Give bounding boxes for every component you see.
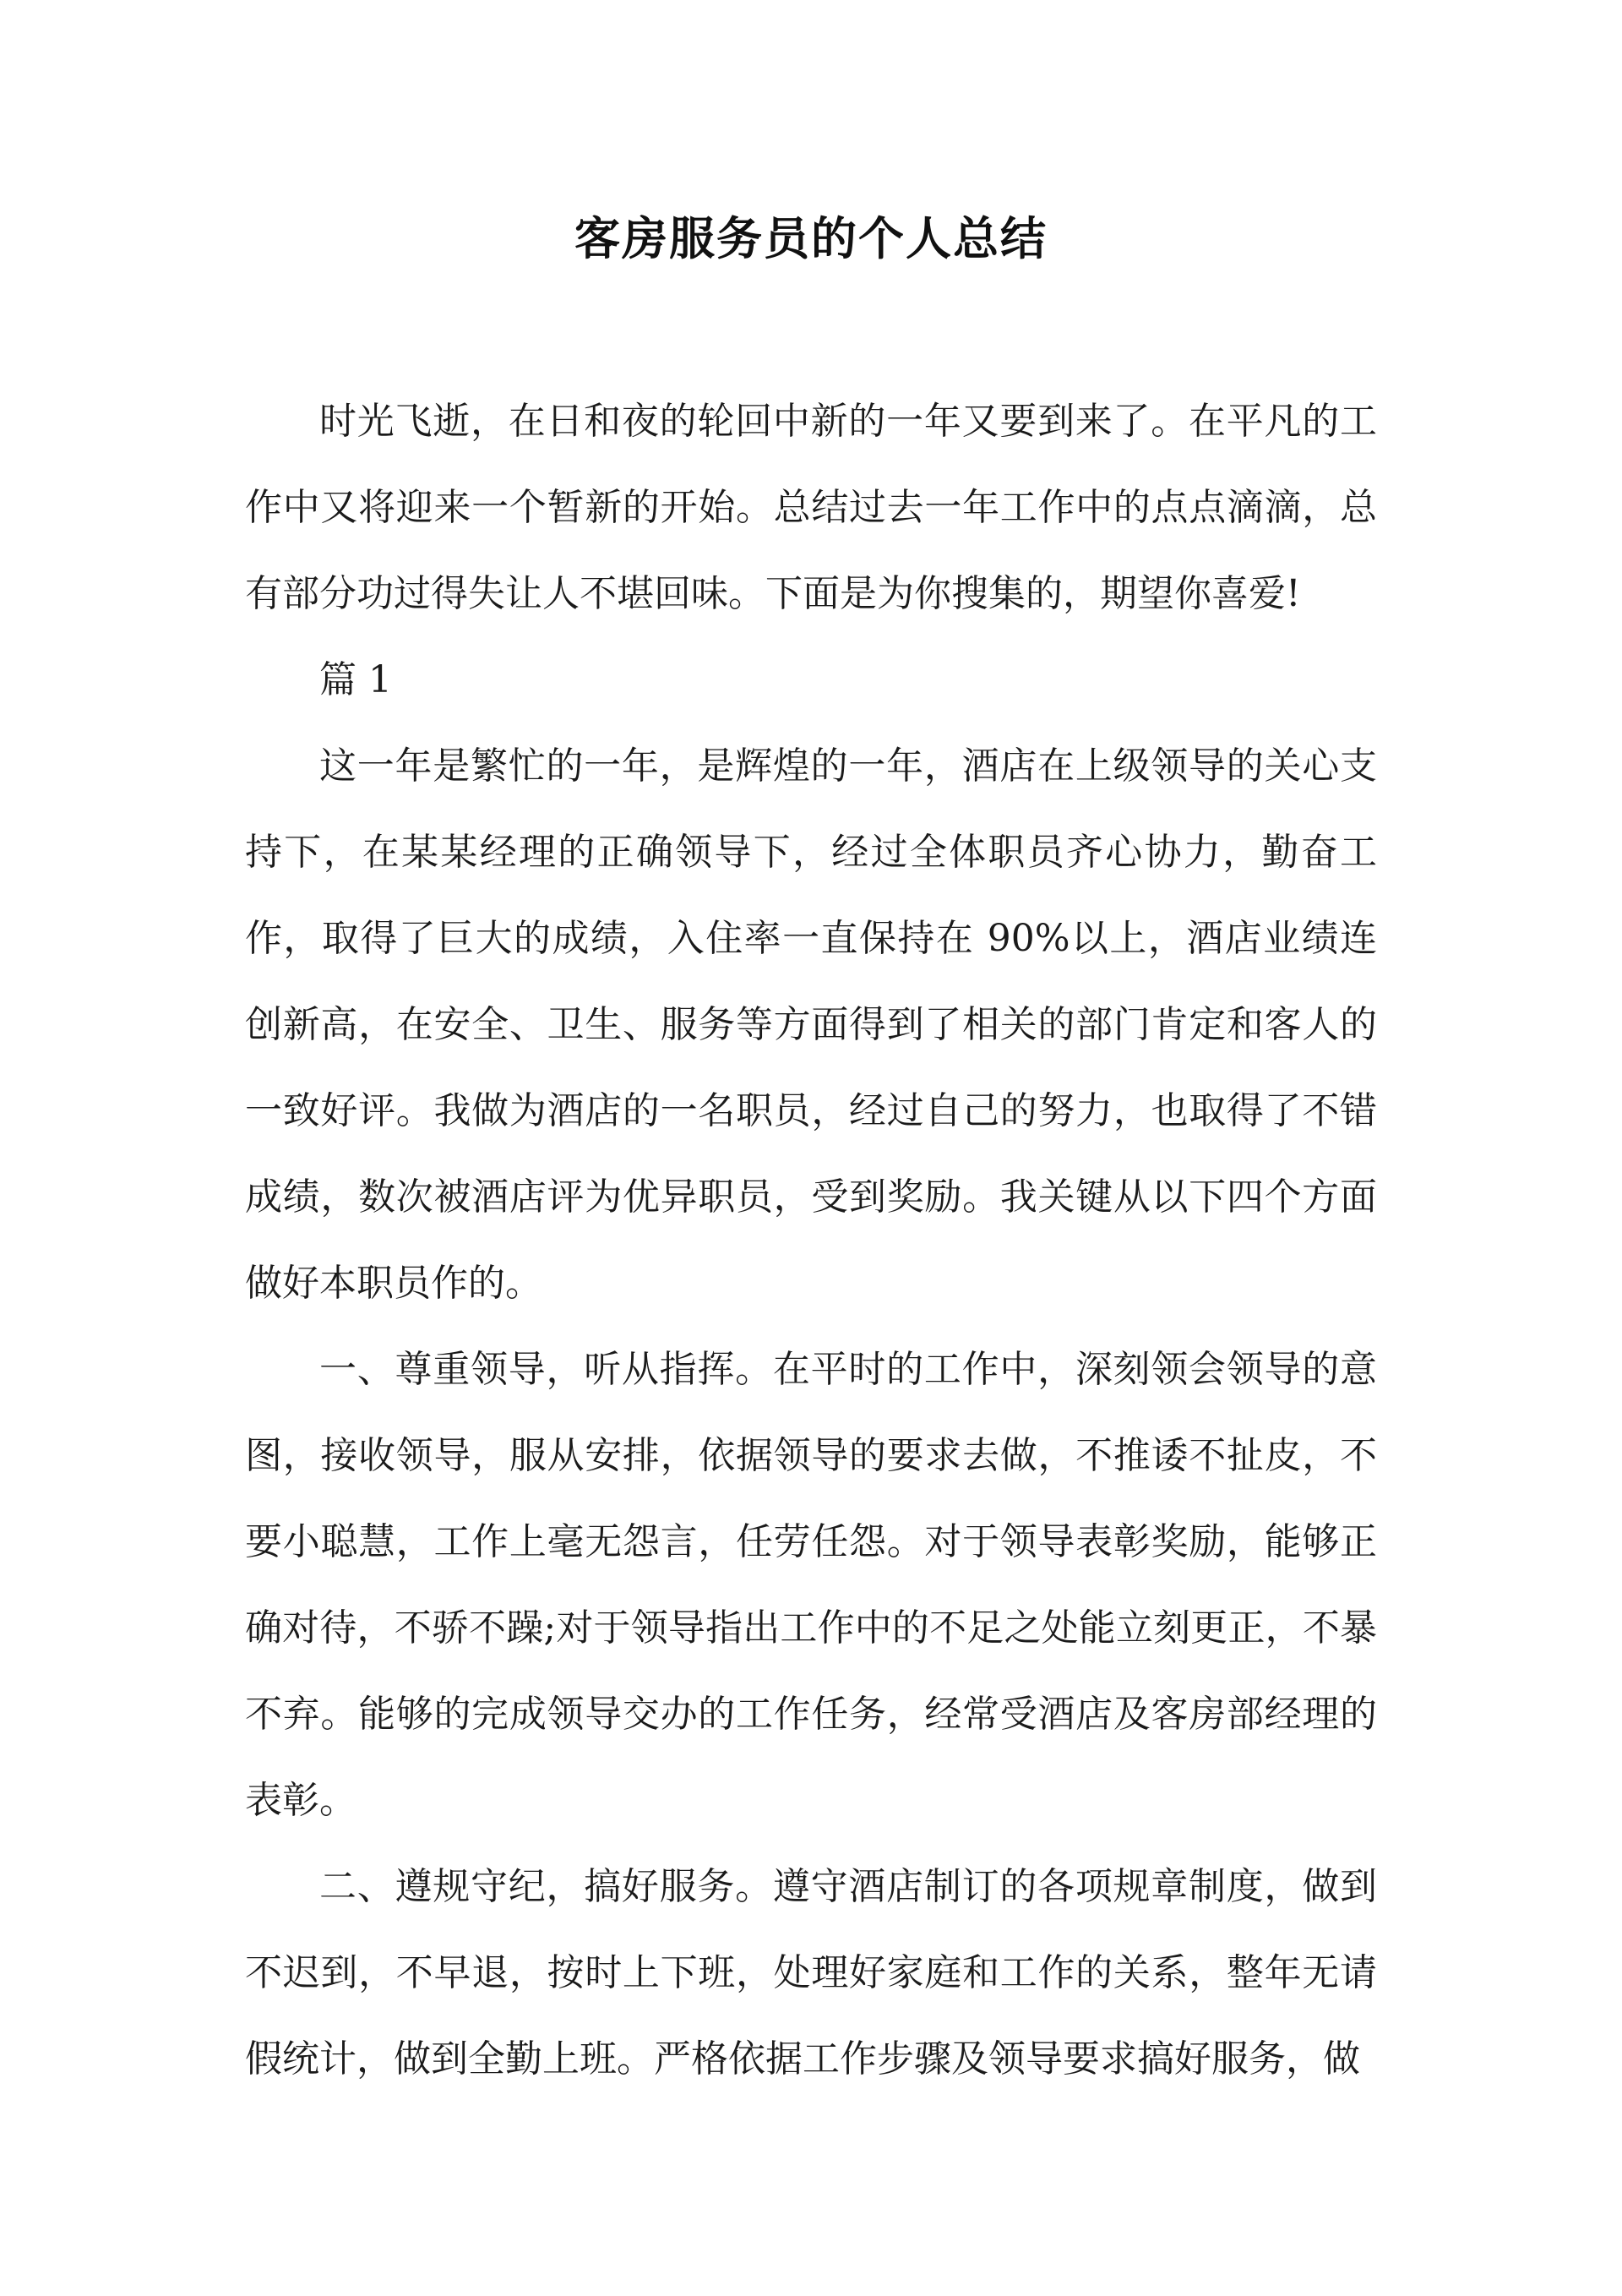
paragraph-overview: 这一年是繁忙的一年，是辉煌的一年，酒店在上级领导的关心支持下，在某某经理的正确领导下，经过全体职员齐心协力，勤奋工作，取得了巨大的成绩，入住率一直保持在 90%以上，酒店业绩连创新高，在安全、卫生、服务等方面得到了相关的部门肯定和客人的一致好评。我做为酒店的一名职员，经过自己的努力，也取得了不错成绩，数次被酒店评为优异职员，受到奖励。我关键从以下四个方面做好本职员作的。 [245,744,1377,1305]
paragraph-point-two: 二、遵规守纪，搞好服务。遵守酒店制订的各项规章制度，做到不迟到，不早退，按时上下班，处理好家庭和工作的关系，整年无请假统计，做到全勤上班。严格依据工作步骤及领导要求搞好服务，做 [245,1865,1377,2081]
document-title: 客房服务员的个人总结 [574,211,1048,265]
document-body [245,379,1377,2102]
paragraph-point-one: 一、尊重领导，听从指挥。在平时的工作中，深刻领会领导的意图，接收领导，服从安排，依据领导的要求去做，不推诿不扯皮，不要小聪慧，工作上毫无怨言，任劳任怨。对于领导表彰奖励，能够正确对待，不骄不躁;对于领导指出工作中的不足之处能立刻更正，不暴不弃。能够的完成领导交办的工作任务，经常受酒店及客房部经理的表彰。 [245,1348,1377,1822]
section-heading: 篇 1 [319,658,392,701]
paragraph-intro: 时光飞逝，在日和夜的轮回中新的一年又要到来了。在平凡的工作中又将迎来一个暂新的开始。总结过去一年工作中的点点滴滴，总有部分功过得失让人不堪回味。下面是为你搜集的，期望你喜爱! [245,400,1377,615]
